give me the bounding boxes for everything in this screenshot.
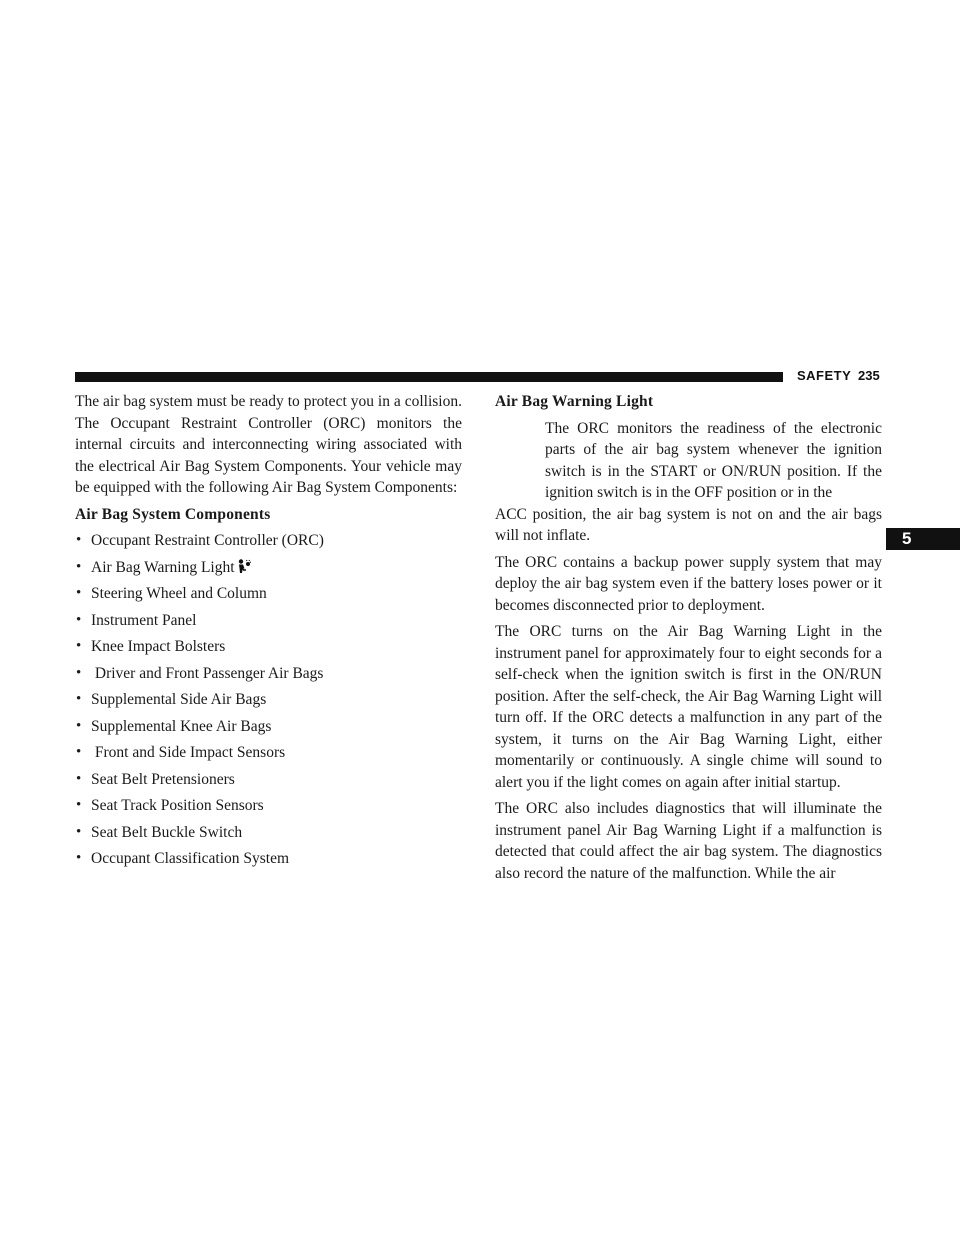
airbag-warning-icon xyxy=(237,559,251,581)
page-number: 235 xyxy=(858,368,880,383)
list-item-label: Supplemental Side Air Bags xyxy=(91,691,267,708)
list-item xyxy=(75,848,462,875)
header-rule xyxy=(75,372,783,382)
bullet: • xyxy=(76,850,82,866)
list-item xyxy=(75,689,462,716)
components-heading: Air Bag System Components xyxy=(75,505,271,523)
left-column xyxy=(75,391,462,875)
bullet: • xyxy=(76,585,82,601)
warning-light-text-tail: ACC position, the air bag system is not on and the air bags will not inflate. xyxy=(495,505,882,544)
bullet: • xyxy=(76,611,82,628)
section-title: SAFETY xyxy=(797,368,852,383)
list-item-label: Seat Belt Pretensioners xyxy=(91,770,235,788)
list-item-label: Occupant Classification System xyxy=(91,850,290,867)
list-item xyxy=(75,636,462,663)
list-item-label: Air Bag Warning Light xyxy=(91,558,235,576)
list-item xyxy=(75,557,462,584)
bullet: • xyxy=(76,558,82,575)
warning-light-heading: Air Bag Warning Light xyxy=(495,393,654,410)
list-item-label: Driver and Front Passenger Air Bags xyxy=(91,664,324,682)
bullet: • xyxy=(76,664,82,681)
list-item-label: Occupant Restraint Controller (ORC) xyxy=(91,532,324,549)
bullet: • xyxy=(76,691,82,707)
bullet: • xyxy=(76,797,82,813)
chapter-tab xyxy=(886,528,960,550)
bullet: • xyxy=(76,717,82,734)
list-item xyxy=(75,716,462,743)
right-column xyxy=(495,391,882,889)
bullet: • xyxy=(76,744,82,760)
list-item-label: Knee Impact Bolsters xyxy=(91,638,226,655)
bullet: • xyxy=(76,823,82,840)
backup-power-paragraph: The ORC contains a backup power supply system that may deploy the air bag system even if the battery loses power or it becomes disconnected prior to deployment. xyxy=(495,553,882,614)
self-check-paragraph: The ORC turns on the Air Bag Warning Light in the instrument panel for approximately four to eight seconds for a self-check when the ignition switch is first in the ON/RUN position. After the self-check, the Air Bag Warning Light will turn off. If the ORC detects a malfunction in any part of the system, it turns on the Air Bag Warning Light, either momentarily or continuously. A single chime will sound to alert you if the light comes on again after initial startup. xyxy=(495,623,882,791)
list-item xyxy=(75,742,462,769)
chapter-number: 5 xyxy=(902,529,912,548)
bullet: • xyxy=(76,638,82,654)
warning-light-paragraph xyxy=(495,418,882,547)
list-item xyxy=(75,822,462,849)
bullet: • xyxy=(76,770,82,787)
list-item xyxy=(75,663,462,690)
list-item-label: Steering Wheel and Column xyxy=(91,585,267,602)
list-item-label: Seat Track Position Sensors xyxy=(91,797,264,814)
list-item-label: Front and Side Impact Sensors xyxy=(91,744,286,761)
list-item-label: Supplemental Knee Air Bags xyxy=(91,717,272,735)
list-item xyxy=(75,795,462,822)
warning-light-text-indented: The ORC monitors the readiness of the electronic parts of the air bag system whenever the ignition switch is in the START or ON/RUN position. If the ignition switch is in the OFF position or in the xyxy=(545,419,882,501)
intro-paragraph: The air bag system must be ready to protect you in a collision. The Occupant Restraint Controller (ORC) monitors the internal circuits and interconnecting wiring associated with the electrical Air Bag System Components. Your vehicle may be equipped with the following Air Bag System Components: xyxy=(75,393,462,496)
bullet: • xyxy=(76,532,82,548)
components-list xyxy=(75,530,462,875)
list-item xyxy=(75,769,462,796)
list-item-label: Seat Belt Buckle Switch xyxy=(91,823,243,841)
list-item xyxy=(75,610,462,637)
diagnostics-paragraph: The ORC also includes diagnostics that will illuminate the instrument panel Air Bag Warning Light if a malfunction is detected that could affect the air bag system. The diagnostics also record the nature of the malfunction. While the air xyxy=(495,800,882,882)
list-item xyxy=(75,583,462,610)
list-item-label: Instrument Panel xyxy=(91,611,197,629)
list-item xyxy=(75,530,462,557)
